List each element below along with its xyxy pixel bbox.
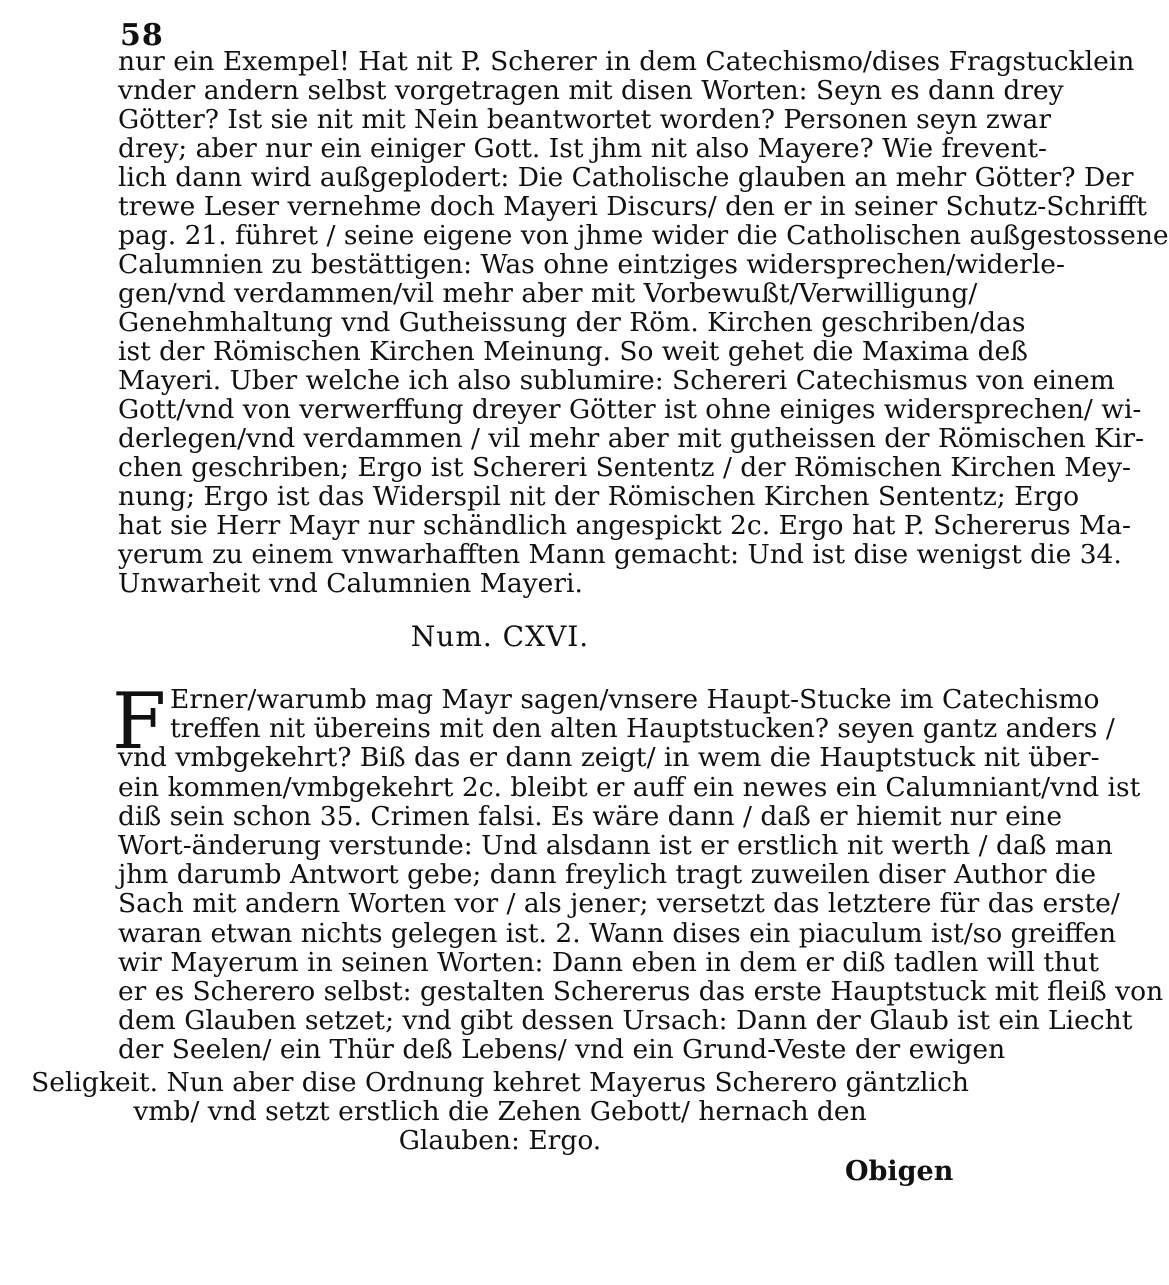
text-line: jhm darumb Antwort gebe; dann freylich tragt zuweilen diser Author die (118, 859, 1097, 891)
text-line: Genehmhaltung vnd Gutheissung der Röm. Kirchen geschriben/das (118, 307, 1026, 338)
text-line: yerum zu einem vnwarhafften Mann gemacht: Und ist dise wenigst die 34. (118, 539, 1122, 570)
text-line: lich dann wird außgeplodert: Die Catholische glauben an mehr Götter? Der (118, 162, 1134, 193)
text-line: gen/vnd verdammen/vil mehr aber mit Vorbewußt/Verwilligung/ (118, 278, 978, 309)
text-line: waran etwan nichts gelegen ist. 2. Wann dises ein piaculum ist/so greiffen (118, 917, 1117, 949)
text-line: hat sie Herr Mayr nur schändlich angespickt 2c. Ergo hat P. Schererus Ma- (118, 510, 1131, 541)
text-line: Sach mit andern Worten vor / als jener; versetzt das letztere für das erste/ (118, 888, 1120, 920)
text-line: Seligkeit. Nun aber dise Ordnung kehret Mayerus Scherero gäntzlich (31, 1067, 969, 1098)
text-line: dem Glauben setzet; vnd gibt dessen Ursach: Dann der Glaub ist ein Liecht (118, 1005, 1133, 1037)
text-line: Wort-änderung verstunde: Und alsdann ist er erstlich nit werth / daß man (118, 830, 1113, 861)
text-line: Glauben: Ergo. (398, 1125, 602, 1156)
text-line: wir Mayerum in seinen Worten: Dann eben in dem er diß tadlen will thut (118, 946, 1099, 978)
text-line: nung; Ergo ist das Widerspil nit der Römischen Kirchen Sententz; Ergo (118, 481, 1080, 512)
text-line: pag. 21. führet / seine eigene von jhme wider die Catholischen außgestossene (118, 220, 1169, 251)
text-line: Unwarheit vnd Calumnien Mayeri. (118, 568, 583, 599)
text-line: treffen nit übereins mit den alten Hauptstucken? seyen gantz anders / (170, 713, 1115, 745)
text-line: Götter? Ist sie nit mit Nein beantwortet worden? Personen seyn zwar (118, 104, 1052, 135)
text-line: Calumnien zu bestättigen: Was ohne eintziges widersprechen/widerle- (118, 249, 1065, 280)
drop-cap: F (112, 677, 167, 767)
text-line: diß sein schon 35. Crimen falsi. Es wäre dann / daß er hiemit nur eine (118, 800, 1063, 832)
text-line: nur ein Exempel! Hat nit P. Scherer in dem Catechismo/dises Fragstucklein (118, 46, 1135, 77)
text-line: Gott/vnd von verwerffung dreyer Götter ist ohne einiges widersprechen/ wi- (118, 394, 1142, 425)
text-line: Mayeri. Uber welche ich also sublumire: Schereri Catechismus von einem (118, 365, 1115, 396)
text-line: vnder andern selbst vorgetragen mit disen Worten: Seyn es dann drey (118, 75, 1064, 106)
page-number: 58 (120, 18, 164, 53)
text-line: der Seelen/ ein Thür deß Lebens/ vnd ein Grund-Veste der ewigen (118, 1034, 1006, 1066)
text-line: er es Scherero selbst: gestalten Schererus das erste Hauptstuck mit fleiß von (118, 976, 1164, 1007)
text-line: trewe Leser vernehme doch Mayeri Discurs/ den er in seiner Schutz-Schrifft (118, 191, 1147, 222)
text-line: Erner/warumb mag Mayr sagen/vnsere Haupt-Stucke im Catechismo (170, 684, 1100, 715)
text-line: ist der Römischen Kirchen Meinung. So weit gehet die Maxima deß (118, 336, 1028, 367)
text-line: chen geschriben; Ergo ist Schereri Sententz / der Römischen Kirchen Mey- (118, 452, 1131, 483)
text-line: drey; aber nur ein einiger Gott. Ist jhm nit also Mayere? Wie frevent- (118, 133, 1048, 164)
text-line: vnd vmbgekehrt? Biß das er dann zeigt/ in wem die Hauptstuck nit über- (118, 742, 1100, 774)
text-line: vmb/ vnd setzt erstlich die Zehen Gebott/ hernach den (133, 1096, 867, 1127)
text-line: ein kommen/vmbgekehrt 2c. bleibt er auff ein newes ein Calumniant/vnd ist (118, 771, 1141, 803)
text-line: derlegen/vnd verdammen / vil mehr aber mit gutheissen der Römischen Kir- (118, 423, 1145, 454)
catchword: Obigen (845, 1156, 954, 1187)
section-heading: Num. CXVI. (410, 620, 590, 653)
